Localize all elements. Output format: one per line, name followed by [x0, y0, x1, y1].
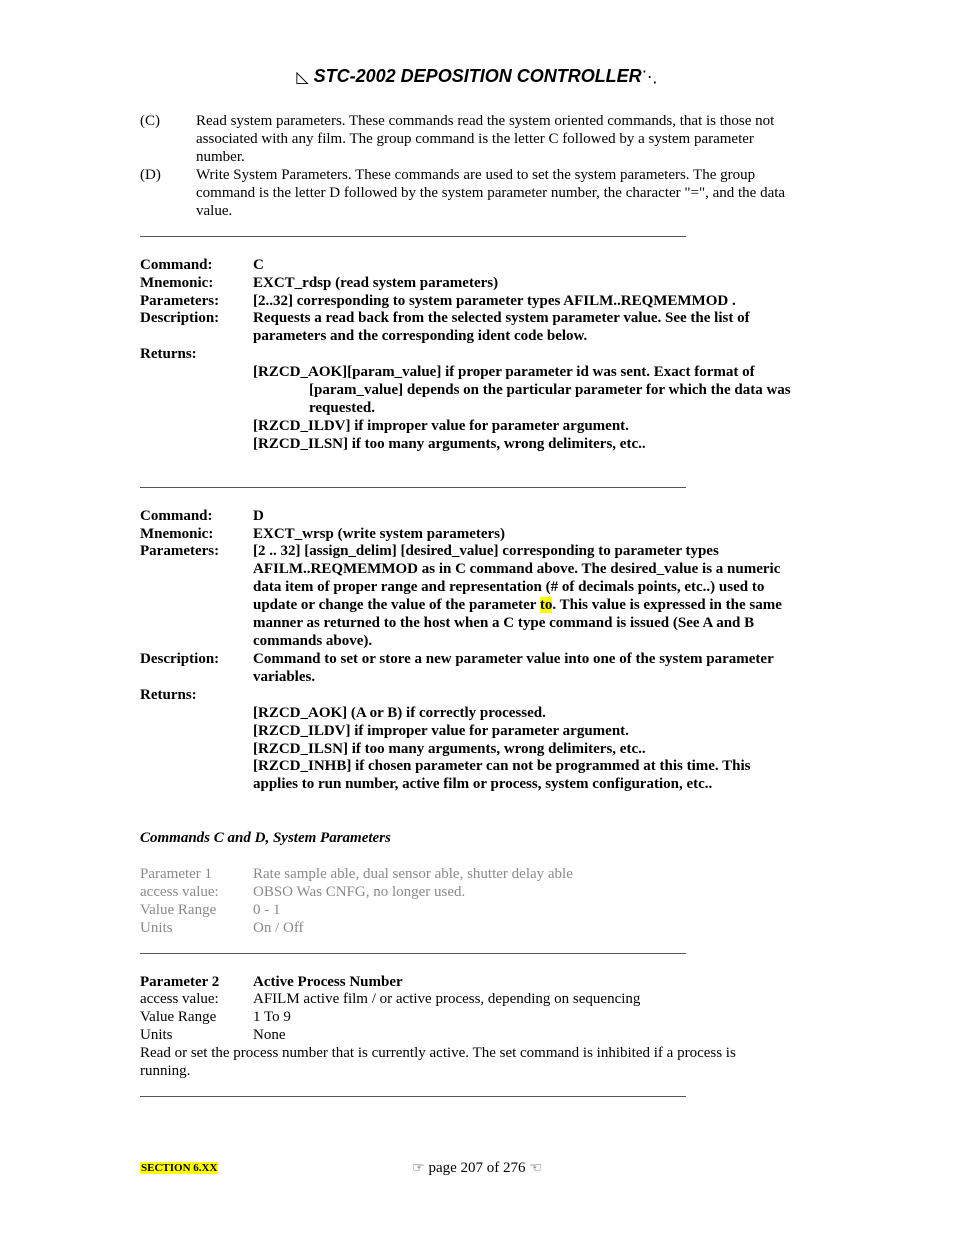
cmd-d-parameters-label: Parameters: — [140, 543, 220, 559]
cmd-d-parameters-line — [253, 597, 782, 614]
param-text: . This value is expressed in the same — [552, 597, 782, 613]
param2-value: 1 To 9 — [253, 1009, 291, 1025]
cmd-c-parameters: [2..32] corresponding to system parameter types AFILM..REQMEMMOD . — [253, 293, 736, 309]
section-title: Commands C and D, System Parameters — [140, 830, 391, 846]
param2-note-line: running. — [140, 1063, 191, 1079]
divider — [140, 953, 686, 954]
intro-c-line: Read system parameters. These commands read the system oriented commands, that is those not — [196, 113, 775, 129]
param1-value: 0 - 1 — [253, 902, 281, 918]
page-header — [0, 66, 954, 87]
cmd-c-command-label: Command: — [140, 257, 213, 273]
param1-label: Value Range — [140, 902, 217, 918]
cmd-d-return-line: [RZCD_INHB] if chosen parameter can not be programmed at this time. This — [253, 758, 751, 774]
pencil-ruler-icon: ◺ — [296, 69, 309, 86]
intro-d-label: (D) — [140, 167, 161, 183]
intro-d-line: value. — [196, 203, 233, 219]
cmd-d-parameters-line: commands above). — [253, 633, 373, 649]
page-title: STC-2002 DEPOSITION CONTROLLER — [313, 66, 642, 86]
param2-note-line: Read or set the process number that is currently active. The set command is inhibited if a process is — [140, 1045, 736, 1061]
cmd-c-return-line: [RZCD_AOK][param_value] if proper parameter id was sent. Exact format of — [253, 364, 755, 380]
page-number — [0, 1160, 954, 1177]
cmd-c-return-line: [RZCD_ILSN] if too many arguments, wrong delimiters, etc.. — [253, 436, 646, 452]
cmd-c-mnemonic: EXCT_rdsp (read system parameters) — [253, 275, 499, 291]
intro-d-line: command is the letter D followed by the system parameter number, the character "=", and the data — [196, 185, 786, 201]
section-badge: SECTION 6.XX — [141, 1162, 218, 1174]
param2-value: None — [253, 1027, 286, 1043]
param2-title-value: Active Process Number — [253, 974, 403, 990]
page-text: page 207 of 276 — [428, 1160, 526, 1176]
cmd-c-description-line: parameters and the corresponding ident code below. — [253, 328, 588, 344]
divider — [140, 1096, 686, 1097]
pencil-ruler-icon: ⋱ — [641, 69, 658, 86]
cmd-d-returns-label: Returns: — [140, 687, 197, 703]
cmd-c-return-line: requested. — [309, 400, 375, 416]
cmd-d-description-label: Description: — [140, 651, 220, 667]
pointing-hand-left-icon: ☜ — [529, 1160, 542, 1176]
cmd-d-parameters-line: data item of proper range and representation (# of decimals points, etc..) used to — [253, 579, 765, 595]
cmd-c-description-line: Requests a read back from the selected system parameter value. See the list of — [253, 310, 750, 326]
cmd-d-description-line: variables. — [253, 669, 316, 685]
cmd-d-parameters-line: AFILM..REQMEMMOD as in C command above. The desired_value is a numeric — [253, 561, 781, 577]
param2-title-label: Parameter 2 — [140, 974, 220, 990]
cmd-c-mnemonic-label: Mnemonic: — [140, 275, 214, 291]
intro-c-line: associated with any film. The group command is the letter C followed by a system parameter — [196, 131, 754, 147]
param1-label: Units — [140, 920, 173, 936]
cmd-c-returns-label: Returns: — [140, 346, 197, 362]
cmd-d-command-label: Command: — [140, 508, 213, 524]
cmd-c-command: C — [253, 257, 264, 273]
param1-label: Parameter 1 — [140, 866, 213, 882]
param2-value: AFILM active film / or active process, depending on sequencing — [253, 991, 641, 1007]
cmd-c-return-line: [RZCD_ILDV] if improper value for parameter argument. — [253, 418, 629, 434]
param2-label: Units — [140, 1027, 173, 1043]
cmd-d-return-line: [RZCD_ILDV] if improper value for parameter argument. — [253, 723, 629, 739]
param1-value: Rate sample able, dual sensor able, shutter delay able — [253, 866, 573, 882]
highlighted-word: to — [539, 597, 553, 613]
cmd-d-parameters-line: [2 .. 32] [assign_delim] [desired_value] corresponding to parameter types — [253, 543, 719, 559]
pointing-hand-right-icon: ☞ — [412, 1160, 425, 1176]
param2-label: Value Range — [140, 1009, 217, 1025]
intro-c-label: (C) — [140, 113, 160, 129]
cmd-d-mnemonic-label: Mnemonic: — [140, 526, 214, 542]
intro-d-line: Write System Parameters. These commands are used to set the system parameters. The group — [196, 167, 756, 183]
cmd-d-mnemonic: EXCT_wrsp (write system parameters) — [253, 526, 506, 542]
divider — [140, 487, 686, 488]
cmd-d-return-line: [RZCD_ILSN] if too many arguments, wrong delimiters, etc.. — [253, 741, 646, 757]
cmd-d-parameters-line: manner as returned to the host when a C type command is issued (See A and B — [253, 615, 755, 631]
cmd-d-return-line: [RZCD_AOK] (A or B) if correctly processed. — [253, 705, 546, 721]
param2-label: access value: — [140, 991, 219, 1007]
param1-value: OBSO Was CNFG, no longer used. — [253, 884, 466, 900]
param-text: update or change the value of the parameter — [253, 597, 540, 613]
cmd-c-return-line: [param_value] depends on the particular parameter for which the data was — [309, 382, 791, 398]
cmd-c-parameters-label: Parameters: — [140, 293, 220, 309]
param1-label: access value: — [140, 884, 219, 900]
divider — [140, 236, 686, 237]
cmd-d-description-line: Command to set or store a new parameter value into one of the system parameter — [253, 651, 774, 667]
intro-c-line: number. — [196, 149, 245, 165]
cmd-c-description-label: Description: — [140, 310, 220, 326]
cmd-d-return-line: applies to run number, active film or process, system configuration, etc.. — [253, 776, 713, 792]
cmd-d-command: D — [253, 508, 264, 524]
param1-value: On / Off — [253, 920, 304, 936]
